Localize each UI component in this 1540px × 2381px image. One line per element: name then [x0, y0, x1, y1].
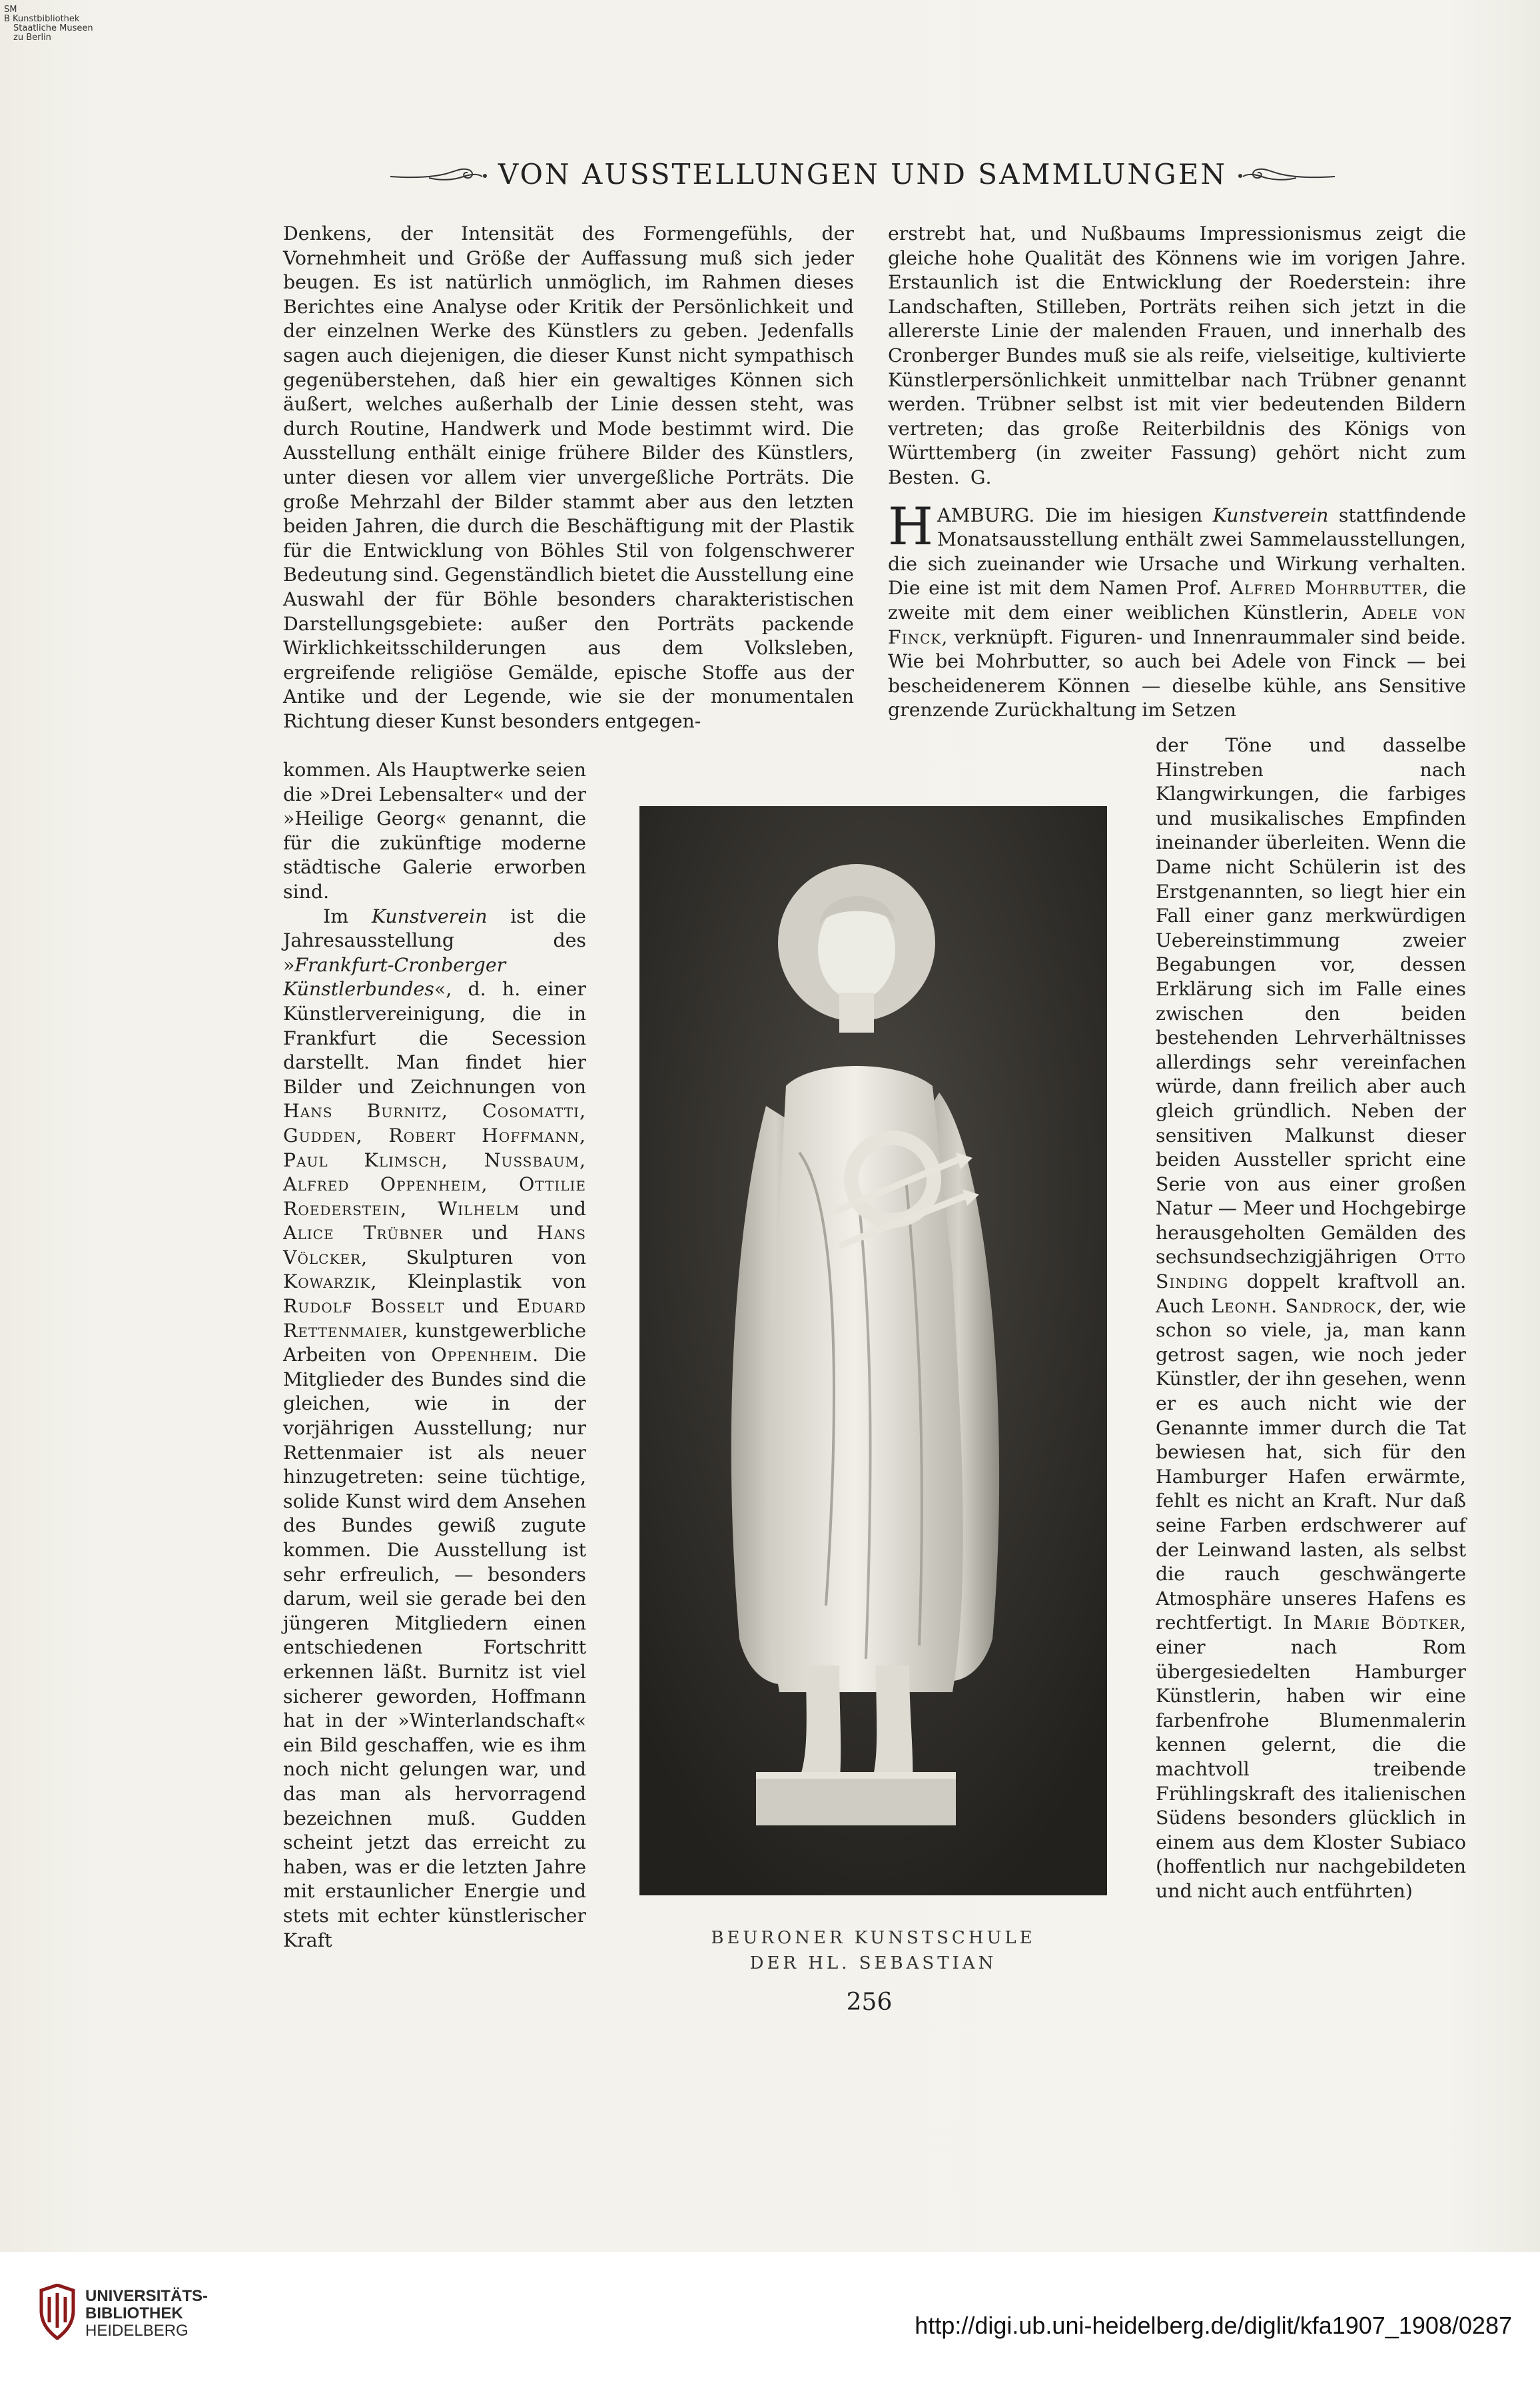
running-head [373, 151, 1352, 197]
stamp-line: B Kunstbibliothek [4, 14, 80, 24]
drop-cap: H [888, 496, 934, 557]
stamp-line: SM [4, 5, 17, 15]
left-ornament-icon [389, 161, 489, 187]
right-column-top [888, 222, 1466, 723]
stamp-line: Staatliche Museen [13, 23, 93, 33]
paragraph: Denkens, der Intensität des Formengefühls, der Vornehmheit und Größe der Auffassung muß sich jeder beugen. Es ist natürlich unmöglich, im Rahmen dieses Berichtes eine Analyse oder Kritik der Persönlichkeit und der einzelnen Werke des Künstlers zu geben. Jedenfalls sagen auch diejenigen, die dieser Kunst nicht sympathisch gegenüberstehen, daß hier ein gewaltiges Können sich äußert, welches außerhalb der Linie dessen steht, was durch Routine, Handwerk und Mode bestimmt wird. Die Ausstellung enthält einige frühere Bilder des Künstlers, unter diesen vor allem vier unvergeßliche Porträts. Die große Mehrzahl der Bilder stammt aber aus den letzten beiden Jahren, die durch die Beschäftigung mit der Plastik für die Entwicklung von Böhles Stil von folgenschwerer Bedeutung sind. Gegenständlich bietet die Ausstellung eine Auswahl der für Böhle besonders charakteristischen Darstellungsgebiete: außer den Porträts packende Wirklichkeitsschilderungen aus dem Volksleben, ergreifende religiöse Gemälde, epische Stoffe aus der Antike und der Legende, wie sie der monumentalen Richtung dieser Kunst besonders entgegen- [283, 223, 854, 732]
paragraph: der Töne und dasselbe Hinstreben nach Klangwirkungen, die farbiges und musikalisches Empfinden ineinander überleiten. Wenn die Dame nicht Schülerin ist des Erstgenannten, so liegt hier ein Fall einer ganz merkwürdigen Uebereinstimmung zweier Begabungen vor, dessen Erklärung sich im Falle eines zwischen den beiden bestehenden Lehrverhältnisses allerdings sehr vereinfachen würde, dann freilich aber auch gleich gründlich. Neben der sensitiven Malkunst dieser beiden Aussteller spricht eine Serie von aus einer großen Natur — Meer und Hochgebirge herausgeholten Gemälden des sechsundsechzigjährigen Otto Sinding doppelt kraftvoll an. Auch Leonh. Sandrock, der, wie schon so viele, ja, man kann getrost sagen, wie noch jeder Künstler, der ihn gesehen, wenn er es auch nicht wie der Genannte immer durch die Tat bewiesen hat, sich für den Hamburger Hafen erwärmte, fehlt es nicht an Kraft. Nur daß seine Farben erdschwerer auf der Leinwand lasten, als selbst die rauch geschwängerte Atmosphäre unseres Hafens es rechtfertigt. In Marie Bödtker, einer nach Rom übergesiedelten Hamburger Künstlerin, haben wir eine farbenfrohe Blumenmalerin kennen gelernt, die die machtvoll treibende Frühlingskraft des italienischen Südens besonders glücklich in einem aus dem Kloster Subiaco (hoffentlich nur nachgebildeten und nicht auch entführten) [1156, 734, 1466, 1902]
left-column-top [283, 222, 854, 733]
logo-line: UNIVERSITÄTS- [85, 2287, 208, 2305]
statue-photograph [639, 806, 1107, 1895]
stamp-line: zu Berlin [13, 33, 51, 43]
right-column-wrap [1156, 733, 1466, 1904]
paragraph: kommen. Als Hauptwerke seien die »Drei Lebensalter« und der »Heilige Georg« genannt, die für die zukünftige moderne städtische Galerie erworben sind. [283, 759, 586, 903]
caption-line: DER HL. SEBASTIAN [749, 1953, 997, 1973]
page-number: 256 [846, 1989, 893, 2016]
caption-line: BEURONER KUNSTSCHULE [711, 1928, 1036, 1948]
right-ornament-icon [1236, 161, 1336, 187]
paragraph: erstrebt hat, und Nußbaums Impressionismus zeigt die gleiche hohe Qualität des Könnens wie im vorigen Jahre. Erstaunlich ist die Entwicklung der Roederstein: ihre Landschaften, Stilleben, Porträts reihen sich jetzt in die allererste Linie der malenden Frauen, und innerhalb des Cronberger Bundes muß sie als reife, vielseitige, kultivierte Künstlerpersönlichkeit unmittelbar nach Trübner genannt werden. Trübner selbst ist mit vier bedeutenden Bildern vertreten; das große Reiterbildnis des Königs von Württemberg (in zweiter Fassung) gehört nicht zum Besten. G. [888, 223, 1466, 488]
statue-illustration [639, 806, 1107, 1895]
figure-caption [639, 1925, 1107, 1976]
paragraph: Im Kunstverein ist die Jahresausstellung des »Frankfurt-Cronberger Künstlerbundes«, d. h. einer Künstlervereinigung, die in Frankfurt die Secession darstellt. Man findet hier Bilder und Zeichnungen von Hans Burnitz, Cosomatti, Gudden, Robert Hoffmann, Paul Klimsch, Nussbaum, Alfred Oppenheim, Ottilie Roederstein, Wilhelm und Alice Trübner und Hans Völcker, Skulpturen von Kowarzik, Kleinplastik von Rudolf Bosselt und Eduard Rettenmaier, kunstgewerbliche Arbeiten von Oppenheim. Die Mitglieder des Bundes sind die gleichen, wie in der vorjährigen Ausstellung; nur Rettenmaier ist als neuer hinzugetreten: seine tüchtige, solide Kunst wird dem Ansehen des Bundes gewiß zugute kommen. Die Ausstellung ist sehr erfreulich, — besonders darum, weil sie gerade bei den jüngeren Mitgliedern einen entschiedenen Fortschritt erkennen läßt. Burnitz ist viel sicherer geworden, Hoffmann hat in der »Winterlandschaft« ein Bild geschaffen, wie es ihm noch nicht gelungen war, und das man als hervorragend bezeichnen muß. Gudden scheint jetzt das erreicht zu haben, was er die letzten Jahre mit erstaunlicher Energie und stets mit echter künstlerischer Kraft [283, 905, 587, 1951]
left-column-wrap [283, 758, 586, 1953]
section-title: VON AUSSTELLUNGEN UND SAMMLUNGEN [498, 157, 1228, 191]
university-library-logo-icon[interactable] [37, 2284, 77, 2342]
logo-line: HEIDELBERG [85, 2322, 189, 2340]
source-url-link[interactable]: http://digi.ub.uni-heidelberg.de/diglit/kfa1907_1908/0287 [915, 2312, 1512, 2339]
logo-line: BIBLIOTHEK [85, 2304, 183, 2322]
university-library-name[interactable] [85, 2288, 208, 2340]
library-stamp [4, 5, 117, 43]
paragraph: HAMBURG. Die im hiesigen Kunstverein stattfindende Monatsausstellung enthält zwei Sammelausstellungen, die sich zueinander wie Ursache und Wirkung verhalten. Die eine ist mit dem Namen Prof. Alfred Mohrbutter, die zweite mit dem einer weiblichen Künstlerin, Adele von Finck, verknüpft. Figuren- und Innenraummaler sind beide. Wie bei Mohrbutter, so auch bei Adele von Finck — bei bescheidenerem Können — dieselbe kühle, ans Sensitive grenzende Zurückhaltung im Setzen [888, 496, 1466, 721]
